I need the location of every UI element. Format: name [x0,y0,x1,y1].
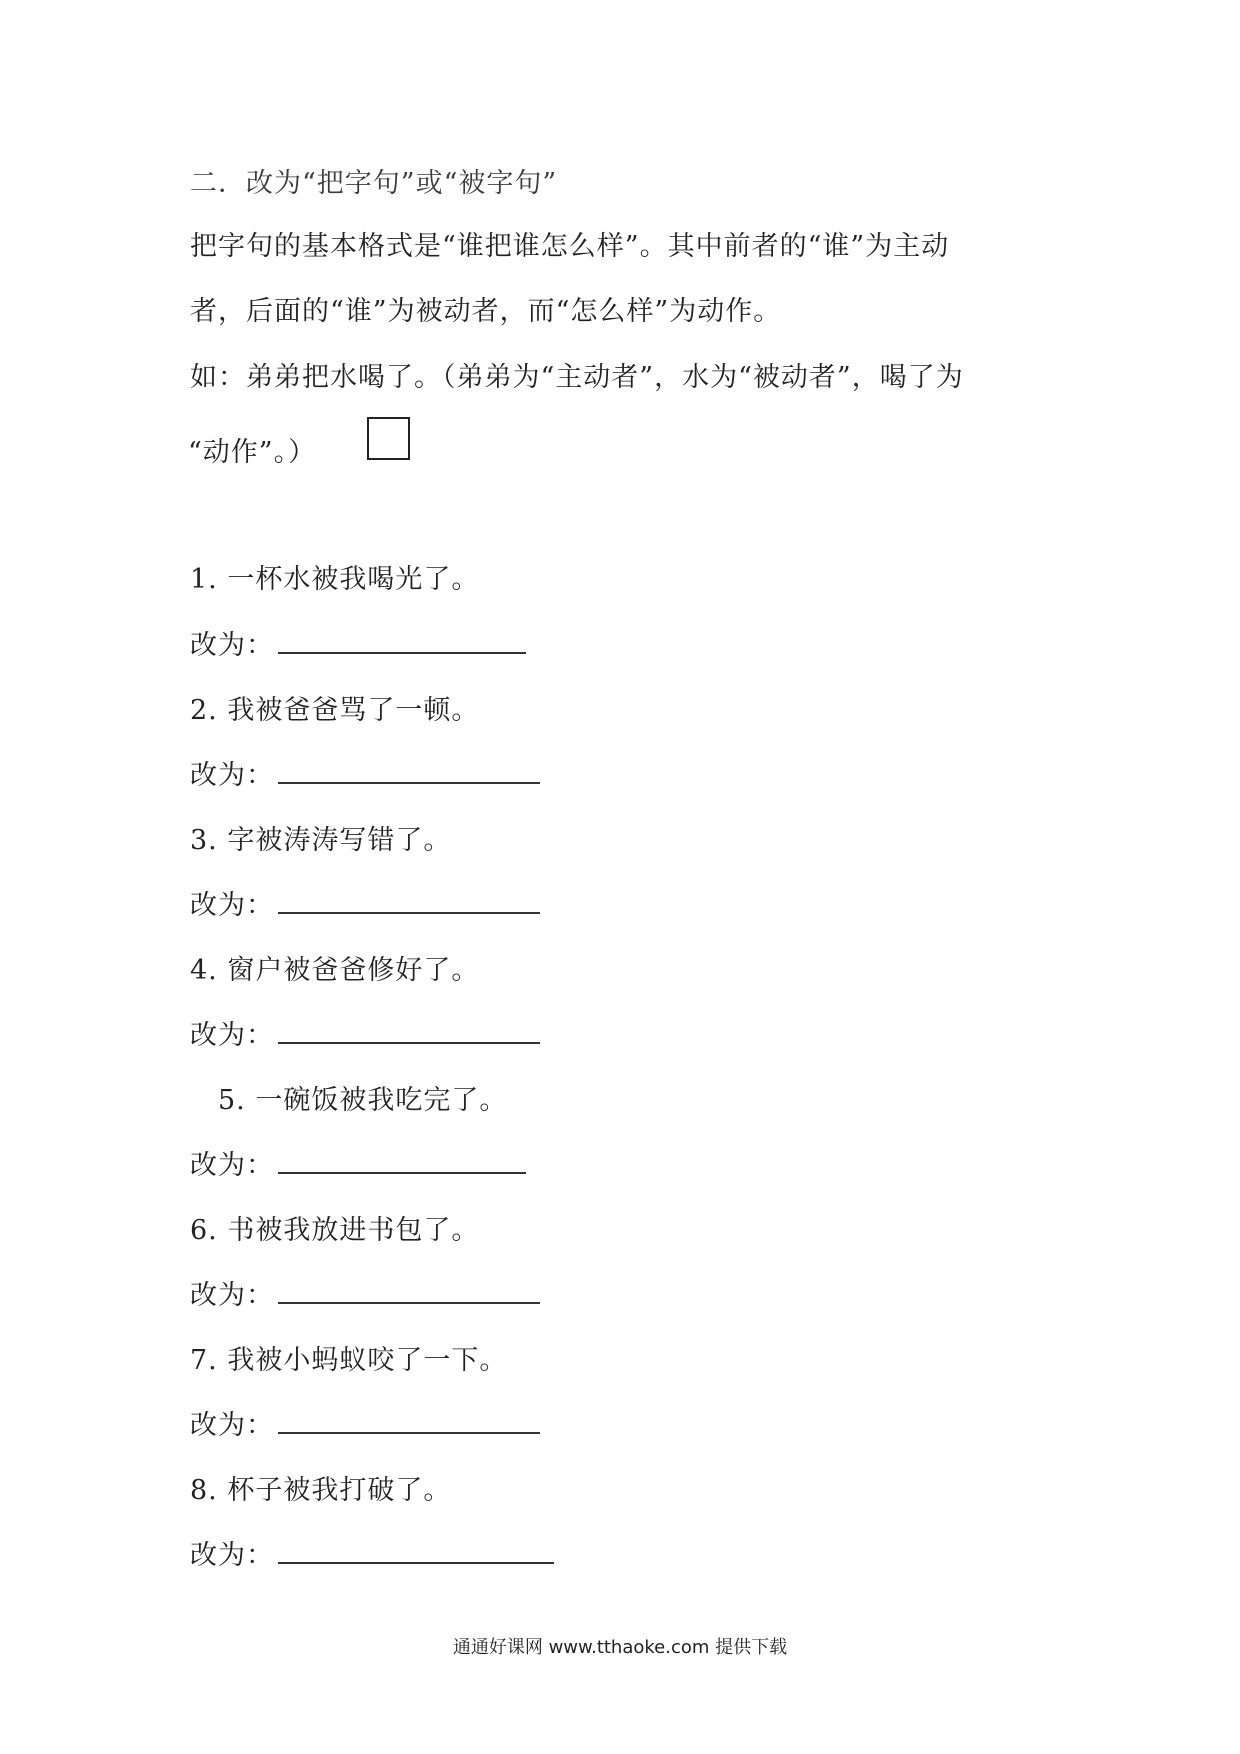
example-line-1: 如：弟弟把水喝了。（弟弟为“主动者”，水为“被动者”，喝了为 [190,362,964,393]
answer-label-1: 改为： [190,630,274,661]
answer-row-7 [190,1406,540,1446]
answer-label-4: 改为： [190,1020,274,1051]
answer-row-4 [190,1016,540,1056]
answer-blank-7[interactable] [278,1408,540,1434]
question-7: 7. 我被小蚂蚁咬了一下。 [190,1345,508,1376]
answer-blank-3[interactable] [278,888,540,914]
answer-blank-8[interactable] [278,1538,554,1564]
footer-source-note: 通通好课网 www.tthaoke.com 提供下载 [452,1637,788,1658]
answer-row-6 [190,1276,540,1316]
answer-label-3: 改为： [190,890,274,921]
answer-blank-2[interactable] [278,758,540,784]
answer-row-5 [190,1146,526,1186]
question-4: 4. 窗户被爸爸修好了。 [190,955,480,986]
answer-label-2: 改为： [190,760,274,791]
answer-row-3 [190,886,540,926]
intro-line-2: 者，后面的“谁”为被动者，而“怎么样”为动作。 [190,296,782,327]
answer-blank-6[interactable] [278,1278,540,1304]
empty-answer-box [367,417,410,460]
section-title: 二．改为“把字句”或“被字句” [190,168,558,199]
answer-row-2 [190,756,540,796]
answer-label-8: 改为： [190,1540,274,1571]
answer-blank-5[interactable] [278,1148,526,1174]
answer-row-8 [190,1536,554,1576]
example-line-2: “动作”。） [188,437,317,468]
answer-label-5: 改为： [190,1150,274,1181]
question-5: 5. 一碗饭被我吃完了。 [218,1085,508,1116]
question-8: 8. 杯子被我打破了。 [190,1475,452,1506]
answer-label-7: 改为： [190,1410,274,1441]
intro-line-1: 把字句的基本格式是“谁把谁怎么样”。其中前者的“谁”为主动 [190,231,950,262]
answer-row-1 [190,626,526,666]
question-6: 6. 书被我放进书包了。 [190,1215,480,1246]
answer-label-6: 改为： [190,1280,274,1311]
question-2: 2. 我被爸爸骂了一顿。 [190,695,480,726]
answer-blank-4[interactable] [278,1018,540,1044]
answer-blank-1[interactable] [278,628,526,654]
question-3: 3. 字被涛涛写错了。 [190,825,452,856]
question-1: 1. 一杯水被我喝光了。 [190,564,480,595]
